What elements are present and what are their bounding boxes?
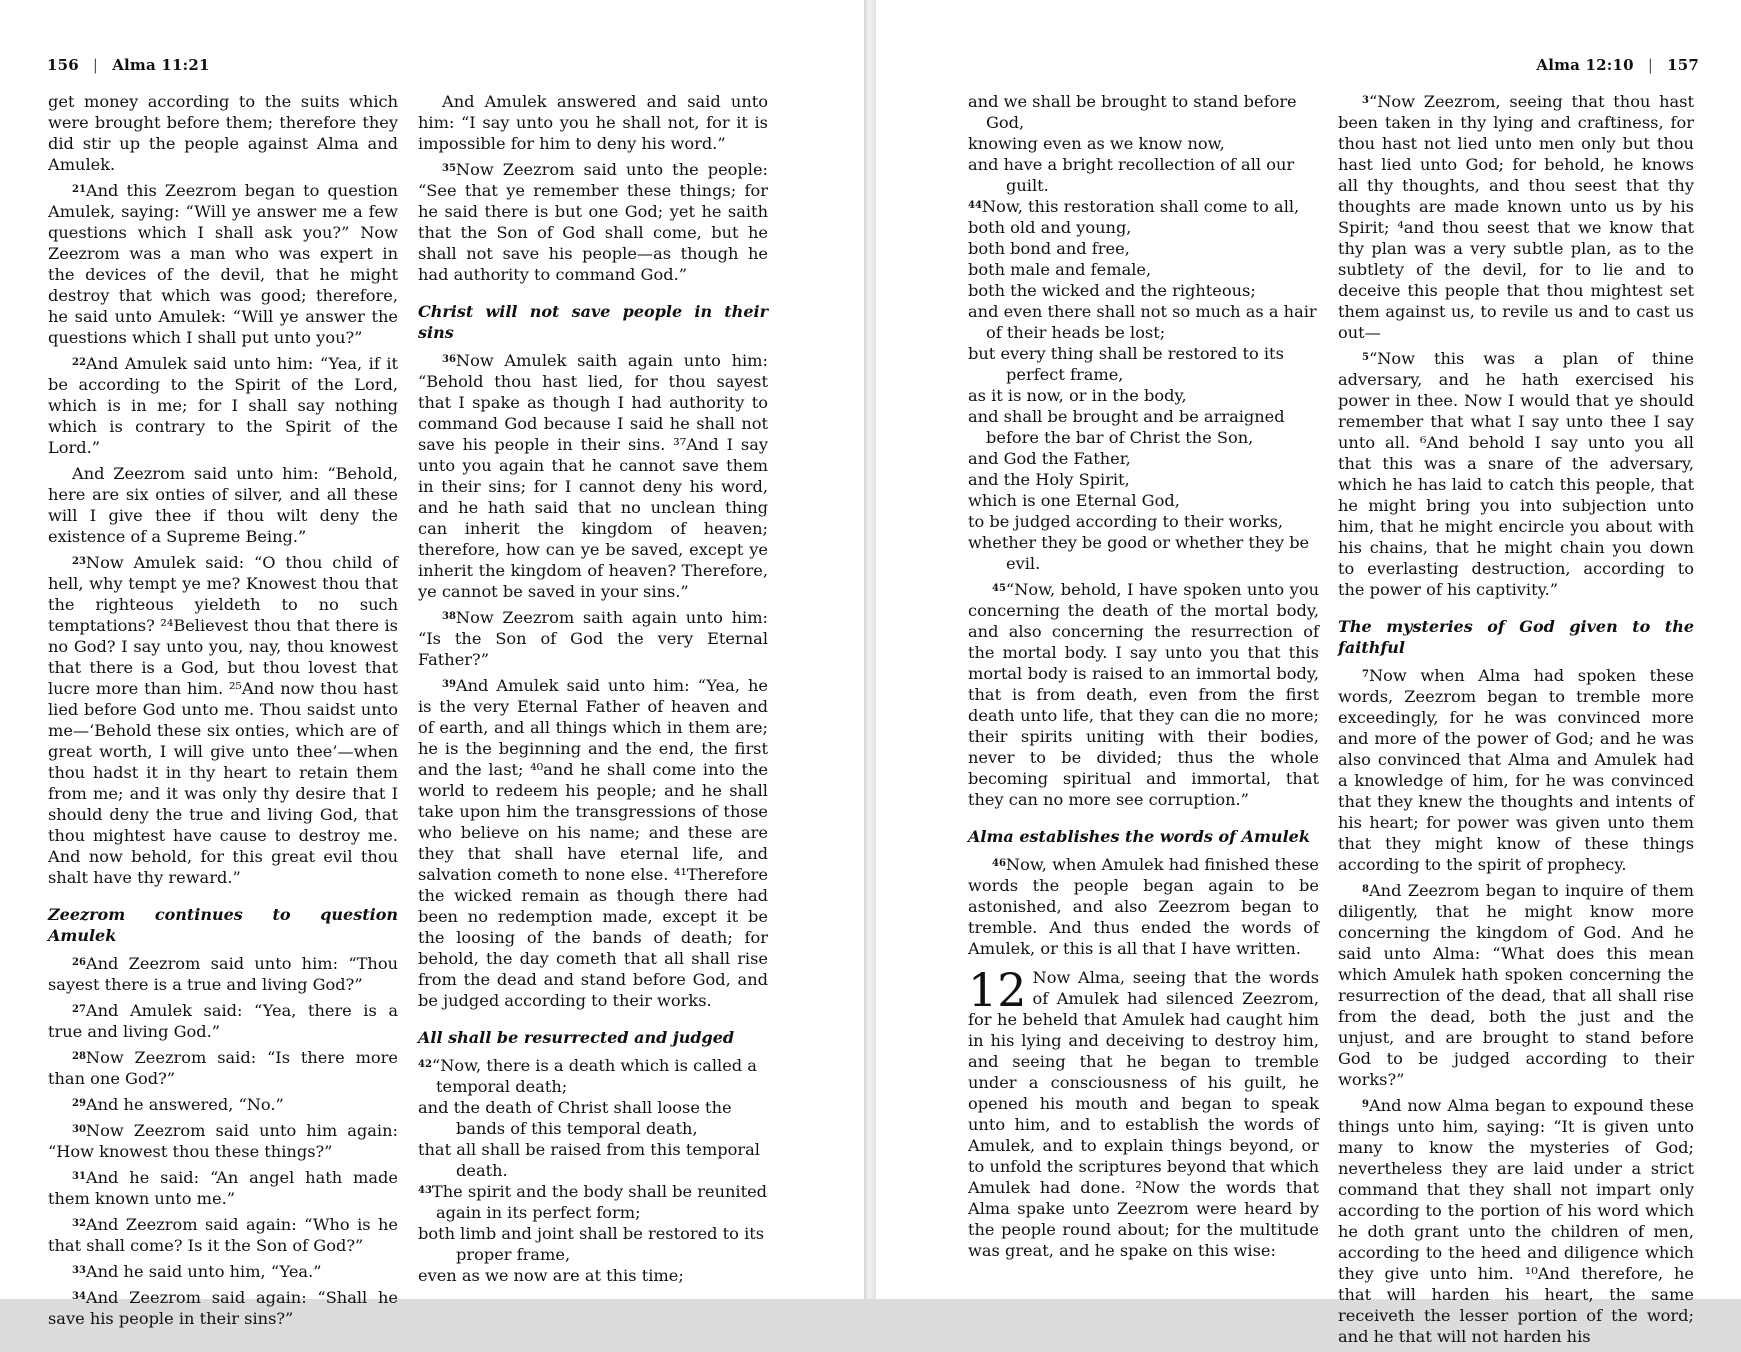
- verse-number: 43: [418, 1185, 432, 1196]
- right-column-1: [968, 91, 1319, 1266]
- paragraph: [1338, 348, 1694, 600]
- poetry-line: [968, 238, 1319, 259]
- poetry-line: [968, 406, 1319, 448]
- poetry-line: [968, 217, 1319, 238]
- running-head-separator: |: [92, 56, 99, 74]
- poetry-block: [968, 91, 1319, 574]
- verse-text: And he said unto him, “Yea.”: [85, 1262, 322, 1281]
- poetry-line: [418, 1055, 768, 1097]
- paragraph: [418, 159, 768, 285]
- verse-text: even as we now are at this time;: [418, 1266, 684, 1285]
- verse-text: And now Alma began to expound these things unto him, saying: “It is given unto many to know the mysteries of God; nevertheless they are laid under a strict command that they shall not impart only according to the portion of his word which he doth grant unto the children of men, according to the heed and diligence which they give unto him. ¹⁰And therefore, he that will harden his heart, the same receiveth the lesser portion of the word; and he that will not harden his: [1338, 1096, 1694, 1346]
- paragraph: [1338, 1095, 1694, 1347]
- paragraph: [48, 463, 398, 547]
- poetry-block: [418, 1055, 768, 1286]
- verse-text: to be judged according to their works,: [968, 512, 1284, 531]
- verse-number: 34: [72, 1291, 86, 1302]
- verse-text: And Zeezrom said again: “Shall he save his people in their sins?”: [48, 1288, 398, 1328]
- paragraph: [48, 1261, 398, 1282]
- verse-text: “Now Zeezrom, seeing that thou hast been taken in thy lying and craftiness, for thou hast not lied unto men only but thou hast lied unto God; for behold, he knows all thy thoughts, and thou seest that thy thoughts are made known unto us by his Spirit; ⁴and thou seest that we know that thy plan was a very subtle plan, as to the subtlety of the devil, for to lie and to deceive this people that thou mightest set them against us, to revile us and to cast us out—: [1338, 92, 1694, 342]
- verse-number: 21: [72, 184, 86, 195]
- verse-number: 7: [1362, 669, 1369, 680]
- verse-text: And he answered, “No.”: [85, 1095, 284, 1114]
- paragraph: [48, 1214, 398, 1256]
- paragraph: [1338, 880, 1694, 1090]
- verse-text: Now Zeezrom saith again unto him: “Is the Son of God the very Eternal Father?”: [418, 608, 768, 669]
- poetry-line: [968, 490, 1319, 511]
- poetry-line: [968, 469, 1319, 490]
- poetry-line: [968, 280, 1319, 301]
- verse-text: and even there shall not so much as a hair of their heads be lost;: [968, 302, 1317, 342]
- verse-text: The spirit and the body shall be reunited again in its perfect form;: [431, 1182, 768, 1222]
- poetry-line: [968, 532, 1319, 574]
- poetry-line: [968, 91, 1319, 133]
- verse-text: both male and female,: [968, 260, 1152, 279]
- verse-number: 32: [72, 1218, 86, 1229]
- verse-text: and the Holy Spirit,: [968, 470, 1130, 489]
- verse-number: 39: [442, 679, 456, 690]
- verse-number: 26: [72, 957, 86, 968]
- verse-number: 28: [72, 1051, 86, 1062]
- verse-text: whether they be good or whether they be evil.: [968, 533, 1310, 573]
- paragraph: [1338, 91, 1694, 343]
- paragraph: [48, 180, 398, 348]
- paragraph: [968, 579, 1319, 810]
- verse-text: and the death of Christ shall loose the bands of this temporal death,: [418, 1098, 732, 1138]
- verse-text: both old and young,: [968, 218, 1132, 237]
- poetry-line: [418, 1265, 768, 1286]
- verse-number: 9: [1362, 1099, 1369, 1110]
- verse-text: knowing even as we know now,: [968, 134, 1225, 153]
- left-page-number: 156: [47, 56, 79, 74]
- verse-text: Now Alma, seeing that the words of Amulek had silenced Zeezrom, for he beheld that Amulek had caught him in his lying and deceiving to destroy him, and seeing that he began to tremble under a consciousness of his guilt, he opened his mouth and began to speak unto him, and to establish the words of Amulek, and to explain things beyond, or to unfold the scriptures beyond that which Amulek had done. ²Now the words that Alma spake unto Zeezrom were heard by the people round about; for the multitude was great, and he spake on this wise:: [968, 968, 1319, 1260]
- verse-number: 8: [1362, 884, 1369, 895]
- verse-text: Now Zeezrom said: “Is there more than one God?”: [48, 1048, 398, 1088]
- poetry-line: [968, 259, 1319, 280]
- verse-number: 31: [72, 1171, 86, 1182]
- section-heading: Zeezrom continues to question Amulek: [48, 905, 398, 945]
- right-page-number: 157: [1667, 56, 1699, 74]
- paragraph: [48, 1167, 398, 1209]
- verse-text: And this Zeezrom began to question Amulek, saying: “Will ye answer me a few questions which I shall ask you?” Now Zeezrom was a man who was expert in the devices of the devil, that he might destroy that which was good; therefore, he said unto Amulek: “Will ye answer the questions which I shall put unto you?”: [48, 181, 398, 347]
- right-page-reference: Alma 12:10: [1536, 56, 1634, 74]
- verse-text: both limb and joint shall be restored to its proper frame,: [418, 1224, 765, 1264]
- paragraph: [48, 953, 398, 995]
- poetry-line: [418, 1223, 768, 1265]
- section-heading: The mysteries of God given to the faithful: [1338, 617, 1694, 657]
- paragraph: [48, 1094, 398, 1115]
- right-page: [876, 0, 1741, 1346]
- verse-number: 30: [72, 1124, 86, 1135]
- verse-text: “Now, behold, I have spoken unto you concerning the death of the mortal body, and also concerning the resurrection of the mortal body. I say unto you that this mortal body is raised to an immortal body, that is from death, even from the first death unto life, that they can die no more; their spirits uniting with their bodies, never to be divided; thus the whole becoming spiritual and immortal, that they can no more see corruption.”: [968, 580, 1319, 809]
- verse-text: and have a bright recollection of all our guilt.: [968, 155, 1295, 195]
- verse-text: and God the Father,: [968, 449, 1131, 468]
- verse-text: And Amulek said unto him: “Yea, he is the very Eternal Father of heaven and of earth, and all things which in them are; he is the beginning and the end, the first and the last; ⁴⁰and he shall come into the world to redeem his people; and he shall take upon him the transgressions of those who believe on his name; and these are they that shall have eternal life, and salvation cometh to none else. ⁴¹Therefore the wicked remain as though there had been no redemption made, except it be the loosing of the bands of death; for behold, the day cometh that all shall rise from the dead and stand before God, and be judged according to their works.: [418, 676, 768, 1010]
- left-column-2: [418, 91, 768, 1291]
- verse-number: 33: [72, 1265, 86, 1276]
- paragraph: [418, 607, 768, 670]
- verse-number: 46: [992, 858, 1006, 869]
- book-gutter: [864, 0, 876, 1299]
- verse-number: 35: [442, 163, 456, 174]
- verse-number: 42: [418, 1059, 432, 1070]
- verse-text: get money according to the suits which were brought before them; therefore they did stir up the people against Alma and Amulek.: [48, 92, 398, 174]
- verse-text: “Now, there is a death which is called a temporal death;: [431, 1056, 757, 1096]
- poetry-line: [968, 511, 1319, 532]
- verse-text: both the wicked and the righteous;: [968, 281, 1256, 300]
- right-running-head: [1536, 56, 1699, 74]
- poetry-line: [418, 1097, 768, 1139]
- verse-text: as it is now, or in the body,: [968, 386, 1187, 405]
- section-heading: Christ will not save people in their sins: [418, 302, 768, 342]
- poetry-line: [968, 448, 1319, 469]
- verse-text: Now, when Amulek had finished these words the people began again to be astonished, and also Zeezrom began to tremble. And thus ended the words of Amulek, or this is all that I have written.: [968, 855, 1319, 958]
- verse-text: and we shall be brought to stand before God,: [968, 92, 1297, 132]
- chapter-number: 12: [968, 963, 1027, 1017]
- paragraph: [48, 1000, 398, 1042]
- verse-text: And Zeezrom said unto him: “Behold, here are six onties of silver, and all these will I give thee if thou wilt deny the existence of a Supreme Being.”: [48, 464, 398, 546]
- verse-number: 38: [442, 611, 456, 622]
- poetry-line: [418, 1181, 768, 1223]
- verse-number: 29: [72, 1098, 86, 1109]
- paragraph: [1338, 665, 1694, 875]
- chapter-opening: [968, 963, 1319, 1261]
- verse-text: that all shall be raised from this temporal death.: [418, 1140, 760, 1180]
- verse-text: And Zeezrom began to inquire of them diligently, that he might know more concerning the kingdom of God. And he said unto Alma: “What does this mean which Amulek hath spoken concerning the resurrection of the dead, that all shall rise from the dead, both the just and the unjust, and are brought to stand before God to be judged according to their works?”: [1338, 881, 1694, 1089]
- poetry-line: [968, 343, 1319, 385]
- verse-number: 3: [1362, 95, 1369, 106]
- verse-text: Now when Alma had spoken these words, Zeezrom began to tremble more exceedingly, for he was convinced more and more of the power of God; and he was also convinced that Alma and Amulek had a knowledge of him, for he was convinced that they knew the thoughts and intents of his heart; for power was given unto them that they might know of these things according to the spirit of prophecy.: [1338, 666, 1694, 874]
- section-heading: Alma establishes the words of Amulek: [968, 827, 1310, 846]
- verse-text: And Zeezrom said unto him: “Thou sayest there is a true and living God?”: [48, 954, 398, 994]
- verse-number: 44: [968, 200, 982, 211]
- paragraph: [48, 91, 398, 175]
- verse-number: 45: [992, 583, 1006, 594]
- verse-text: Now Amulek saith again unto him: “Behold thou hast lied, for thou sayest that I spake as though I had authority to command God because I said he shall not save his people in their sins. ³⁷And I say unto you again that he cannot save them in their sins; for I cannot deny his word, and he hath said that no unclean thing can inherit the kingdom of heaven; therefore, how can ye be saved, except ye inherit the kingdom of heaven? Therefore, ye cannot be saved in your sins.”: [418, 351, 768, 601]
- paragraph: [48, 1120, 398, 1162]
- left-running-head: [47, 56, 210, 74]
- running-head-separator: |: [1647, 56, 1654, 74]
- verse-text: Now Zeezrom said unto the people: “See that ye remember these things; for he said there is but one God; yet he saith that the Son of God shall come, but he shall not save his people—as though he had authority to command God.”: [418, 160, 768, 284]
- verse-text: And Amulek answered and said unto him: “I say unto you he shall not, for it is impossible for him to deny his word.”: [418, 92, 768, 153]
- verse-text: “Now this was a plan of thine adversary, and he hath exercised his power in thee. Now I would that ye should remember that what I say unto thee I say unto all. ⁶And behold I say unto you all that this was a snare of the adversary, which he has laid to catch this people, that he might bring you into subjection unto him, that he might encircle you about with his chains, that he might chain you down to everlasting destruction, according to the power of his captivity.”: [1338, 349, 1694, 599]
- verse-text: And Zeezrom said again: “Who is he that shall come? Is it the Son of God?”: [48, 1215, 398, 1255]
- verse-number: 5: [1362, 352, 1369, 363]
- right-column-2: [1338, 91, 1694, 1352]
- verse-number: 36: [442, 354, 456, 365]
- verse-text: And Amulek said unto him: “Yea, if it be according to the Spirit of the Lord, which is in me; for I shall say nothing which is contrary to the Spirit of the Lord.”: [48, 354, 398, 457]
- verse-number: 23: [72, 556, 86, 567]
- paragraph: [48, 1287, 398, 1329]
- poetry-line: [968, 154, 1319, 196]
- verse-number: 22: [72, 357, 86, 368]
- poetry-line: [968, 196, 1319, 217]
- paragraph: [418, 350, 768, 602]
- verse-text: which is one Eternal God,: [968, 491, 1180, 510]
- verse-text: Now Zeezrom said unto him again: “How knowest thou these things?”: [48, 1121, 398, 1161]
- paragraph: [48, 552, 398, 888]
- verse-text: both bond and free,: [968, 239, 1130, 258]
- poetry-line: [968, 301, 1319, 343]
- left-page-reference: Alma 11:21: [112, 56, 210, 74]
- verse-text: Now, this restoration shall come to all,: [981, 197, 1300, 216]
- verse-text: And Amulek said: “Yea, there is a true and living God.”: [48, 1001, 398, 1041]
- poetry-line: [418, 1139, 768, 1181]
- verse-text: And he said: “An angel hath made them known unto me.”: [48, 1168, 398, 1208]
- paragraph: [48, 353, 398, 458]
- section-heading: All shall be resurrected and judged: [418, 1028, 735, 1047]
- left-column-1: [48, 91, 398, 1334]
- paragraph: [968, 854, 1319, 959]
- paragraph: [418, 91, 768, 154]
- verse-text: but every thing shall be restored to its perfect frame,: [968, 344, 1284, 384]
- poetry-line: [968, 385, 1319, 406]
- poetry-line: [968, 133, 1319, 154]
- paragraph: [48, 1047, 398, 1089]
- verse-number: 27: [72, 1004, 86, 1015]
- left-page: [0, 0, 864, 1328]
- paragraph: [418, 675, 768, 1011]
- verse-text: and shall be brought and be arraigned before the bar of Christ the Son,: [968, 407, 1285, 447]
- verse-text: Now Amulek said: “O thou child of hell, why tempt ye me? Knowest thou that the righteous yieldeth to no such temptations? ²⁴Believest thou that there is no God? I say unto you, nay, thou knowest that there is a God, but thou lovest that lucre more than him. ²⁵And now thou hast lied before God unto me. Thou saidst unto me—‘Behold these six onties, which are of great worth, I will give unto thee’—when thou hadst it in thy heart to retain them from me; and it was only thy desire that I should deny the true and living God, that thou mightest have cause to destroy me. And now behold, for this great evil thou shalt have thy reward.”: [48, 553, 398, 887]
